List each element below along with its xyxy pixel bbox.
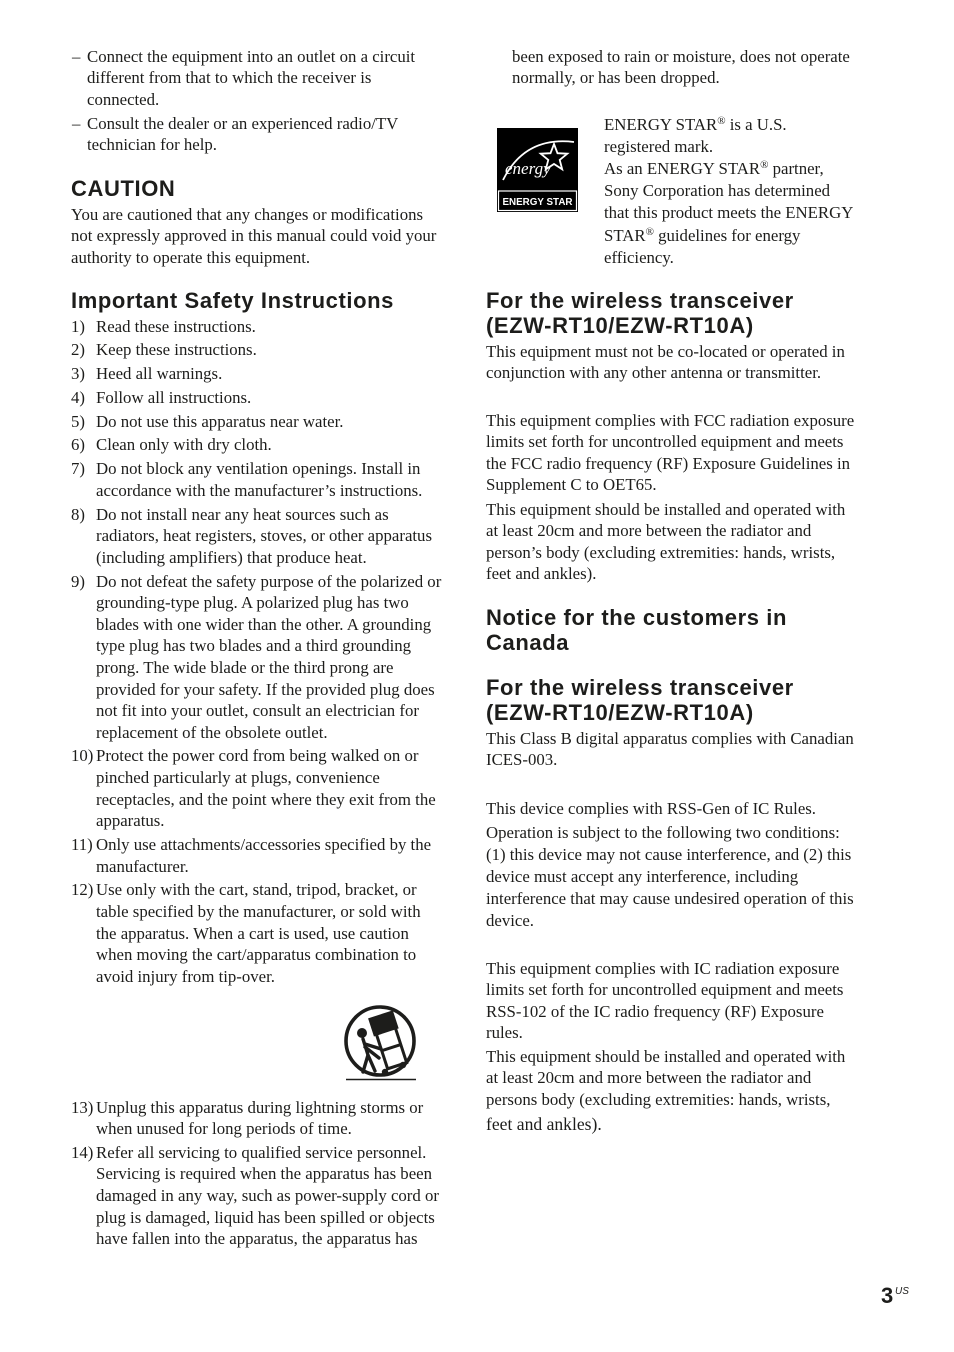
wireless-us-heading: For the wireless transceiver (EZW-RT10/EZW-RT10A) bbox=[486, 288, 794, 338]
safety-item-11 bbox=[71, 834, 438, 877]
energy-star-note-1 bbox=[604, 114, 853, 158]
cart-wheel bbox=[400, 1062, 406, 1068]
registered-mark: ® bbox=[717, 114, 726, 127]
person-head bbox=[357, 1028, 367, 1038]
energy-star-note-2 bbox=[604, 158, 853, 269]
wireless-canada-heading: For the wireless transceiver (EZW-RT10/EZW-RT10A) bbox=[486, 674, 794, 725]
item-number: 13) bbox=[71, 1097, 94, 1117]
item-text: Read these instructions. bbox=[96, 316, 256, 336]
canada-notice-heading: Notice for the customers in Canada bbox=[486, 604, 788, 655]
wireless-canada-paragraph: This device complies with RSS-Gen of IC Rules. bbox=[486, 798, 816, 818]
item-text: Keep these instructions. bbox=[96, 340, 257, 360]
item-number: 2) bbox=[71, 340, 85, 360]
safety-item-13 bbox=[71, 1097, 438, 1140]
caution-text: You are cautioned that any changes or modifications not expressly approved in this manual could void your authority to operate this equipment. bbox=[71, 204, 437, 267]
item-text: Protect the power cord from being walked on or pinched particularly at plugs, convenience receptacles, and the point where they exit from the apparatus. bbox=[96, 746, 436, 831]
wireless-canada-paragraph: Operation is subject to the following two conditions: (1) this device may not cause interference, and (2) this device must accept any interference, including interference that may cause undesired operation of this device. bbox=[486, 822, 854, 930]
item-number: 11) bbox=[71, 835, 93, 855]
item-text: Unplug this apparatus during lightning storms or when unused for long periods of time. bbox=[96, 1097, 424, 1139]
item-number: 4) bbox=[71, 387, 85, 407]
dash-marker: – bbox=[72, 46, 81, 66]
safety-item-9 bbox=[71, 571, 442, 744]
wireless-canada-paragraph: This equipment should be installed and operated with at least 20cm and more between the radiator and persons body (excluding extremities: hands, wrists, bbox=[486, 1046, 846, 1109]
item-number: 1) bbox=[71, 316, 85, 336]
item-number: 8) bbox=[71, 504, 85, 524]
safety-item-8 bbox=[71, 504, 438, 569]
registered-mark: ® bbox=[760, 158, 769, 171]
intro-item-text: Consult the dealer or an experienced radio/TV technician for help. bbox=[87, 113, 399, 155]
safety-item-7 bbox=[71, 458, 438, 501]
wireless-us-paragraph: This equipment complies with FCC radiation exposure limits set forth for uncontrolled equipment and meets the FCC radio frequency (RF) Exposure Guidelines in Supplement C to OET65. bbox=[486, 410, 855, 495]
tipping-cart bbox=[368, 1010, 409, 1069]
item-number: 5) bbox=[71, 411, 85, 431]
item-number: 9) bbox=[71, 571, 85, 591]
item-number: 12) bbox=[71, 880, 94, 900]
page-region-suffix: US bbox=[895, 1286, 909, 1297]
item-text: Do not block any ventilation openings. Install in accordance with the manufacturer’s instructions. bbox=[96, 459, 423, 500]
registered-mark: ® bbox=[645, 225, 654, 238]
safety-list bbox=[71, 316, 442, 988]
note-text: ENERGY STAR bbox=[604, 114, 718, 134]
note-text: guidelines for energy efficiency. bbox=[604, 225, 801, 267]
cart-tip-over-warning-icon bbox=[340, 1003, 420, 1083]
dash-marker: – bbox=[72, 113, 81, 133]
item-number: 6) bbox=[71, 435, 85, 455]
safety-item-6 bbox=[71, 434, 438, 456]
safety-item-3 bbox=[71, 363, 438, 385]
intro-list-item bbox=[71, 113, 398, 156]
safety-list-continued bbox=[71, 1097, 438, 1250]
item-text: Clean only with dry cloth. bbox=[96, 435, 272, 455]
logo-script: energy bbox=[505, 159, 551, 178]
item-number: 14) bbox=[71, 1142, 94, 1162]
intro-item-text: Connect the equipment into an outlet on a circuit different from that to which the receiver is connected. bbox=[87, 46, 416, 109]
item-number: 10) bbox=[71, 746, 94, 766]
item-text: Use only with the cart, stand, tripod, bracket, or table specified by the manufacturer, or sold with the apparatus. When a cart is used, use caution when moving the cart/apparatus combination to avoid injury from tip-over. bbox=[96, 880, 421, 986]
item-text: Only use attachments/accessories specified by the manufacturer. bbox=[96, 835, 432, 876]
item-text: Do not install near any heat sources such as radiators, heat registers, stoves, or other apparatus (including amplifiers) that produce heat. bbox=[96, 504, 432, 567]
item-text: Do not defeat the safety purpose of the polarized or grounding-type plug. A polarized plug has two blades with one wider than the other. A grounding type plug has two blades and a third grounding prong. The wide blade or the third prong are provided for your safety. If the provided plug does not fit into your outlet, consult an electrician for replacement of the obsolete outlet. bbox=[96, 571, 442, 742]
note-text: is a U.S. registered mark. bbox=[604, 114, 787, 156]
wireless-us-paragraph: This equipment must not be co-located or operated in conjunction with any other antenna or transmitter. bbox=[486, 341, 845, 383]
note-text: partner, Sony Corporation has determined that this product meets the ENERGY STAR bbox=[604, 158, 854, 245]
item-text: Follow all instructions. bbox=[96, 387, 252, 407]
safety-item-14 bbox=[71, 1142, 438, 1250]
wireless-canada-paragraph: This equipment complies with IC radiation exposure limits set forth for uncontrolled equipment and meets RSS-102 of the IC radio frequency (RF) Exposure rules. bbox=[486, 958, 844, 1043]
page-number: 3 bbox=[881, 1283, 894, 1308]
safety-item-5 bbox=[71, 411, 438, 433]
intro-list-item bbox=[71, 46, 415, 111]
item-text: Heed all warnings. bbox=[96, 364, 223, 384]
item-number: 7) bbox=[71, 459, 85, 479]
energy-star-logo bbox=[497, 128, 578, 212]
logo-band-text: ENERGY STAR bbox=[502, 197, 574, 208]
wireless-us-paragraph: This equipment should be installed and operated with at least 20cm and more between the radiator and person’s body (excluding extremities: hands, wrists, feet and ankles). bbox=[486, 499, 846, 584]
safety-item-2 bbox=[71, 339, 438, 361]
energy-star-note bbox=[604, 114, 853, 269]
item-number: 3) bbox=[71, 364, 85, 384]
wireless-canada-paragraph-last-line: feet and ankles). bbox=[486, 1113, 602, 1134]
note-text: As an ENERGY STAR bbox=[604, 158, 761, 178]
safety-item-4 bbox=[71, 387, 438, 409]
safety-instructions-heading: Important Safety Instructions bbox=[71, 288, 394, 313]
wireless-canada-paragraph: This Class B digital apparatus complies with Canadian ICES-003. bbox=[486, 728, 854, 770]
safety-item-10 bbox=[71, 745, 438, 831]
safety-item-14-continued: been exposed to rain or moisture, does not operate normally, or has been dropped. bbox=[512, 46, 850, 88]
safety-item-12 bbox=[71, 879, 438, 987]
item-text: Do not use this apparatus near water. bbox=[96, 411, 344, 431]
safety-item-1 bbox=[71, 316, 438, 338]
caution-heading: CAUTION bbox=[71, 176, 176, 201]
cart-wheel bbox=[382, 1069, 388, 1075]
item-text: Refer all servicing to qualified service personnel. Servicing is required when the apparatus has been damaged in any way, such as power-supply cord or plug is damaged, liquid has been spilled or objects have fallen into the apparatus, the apparatus has bbox=[96, 1142, 439, 1249]
